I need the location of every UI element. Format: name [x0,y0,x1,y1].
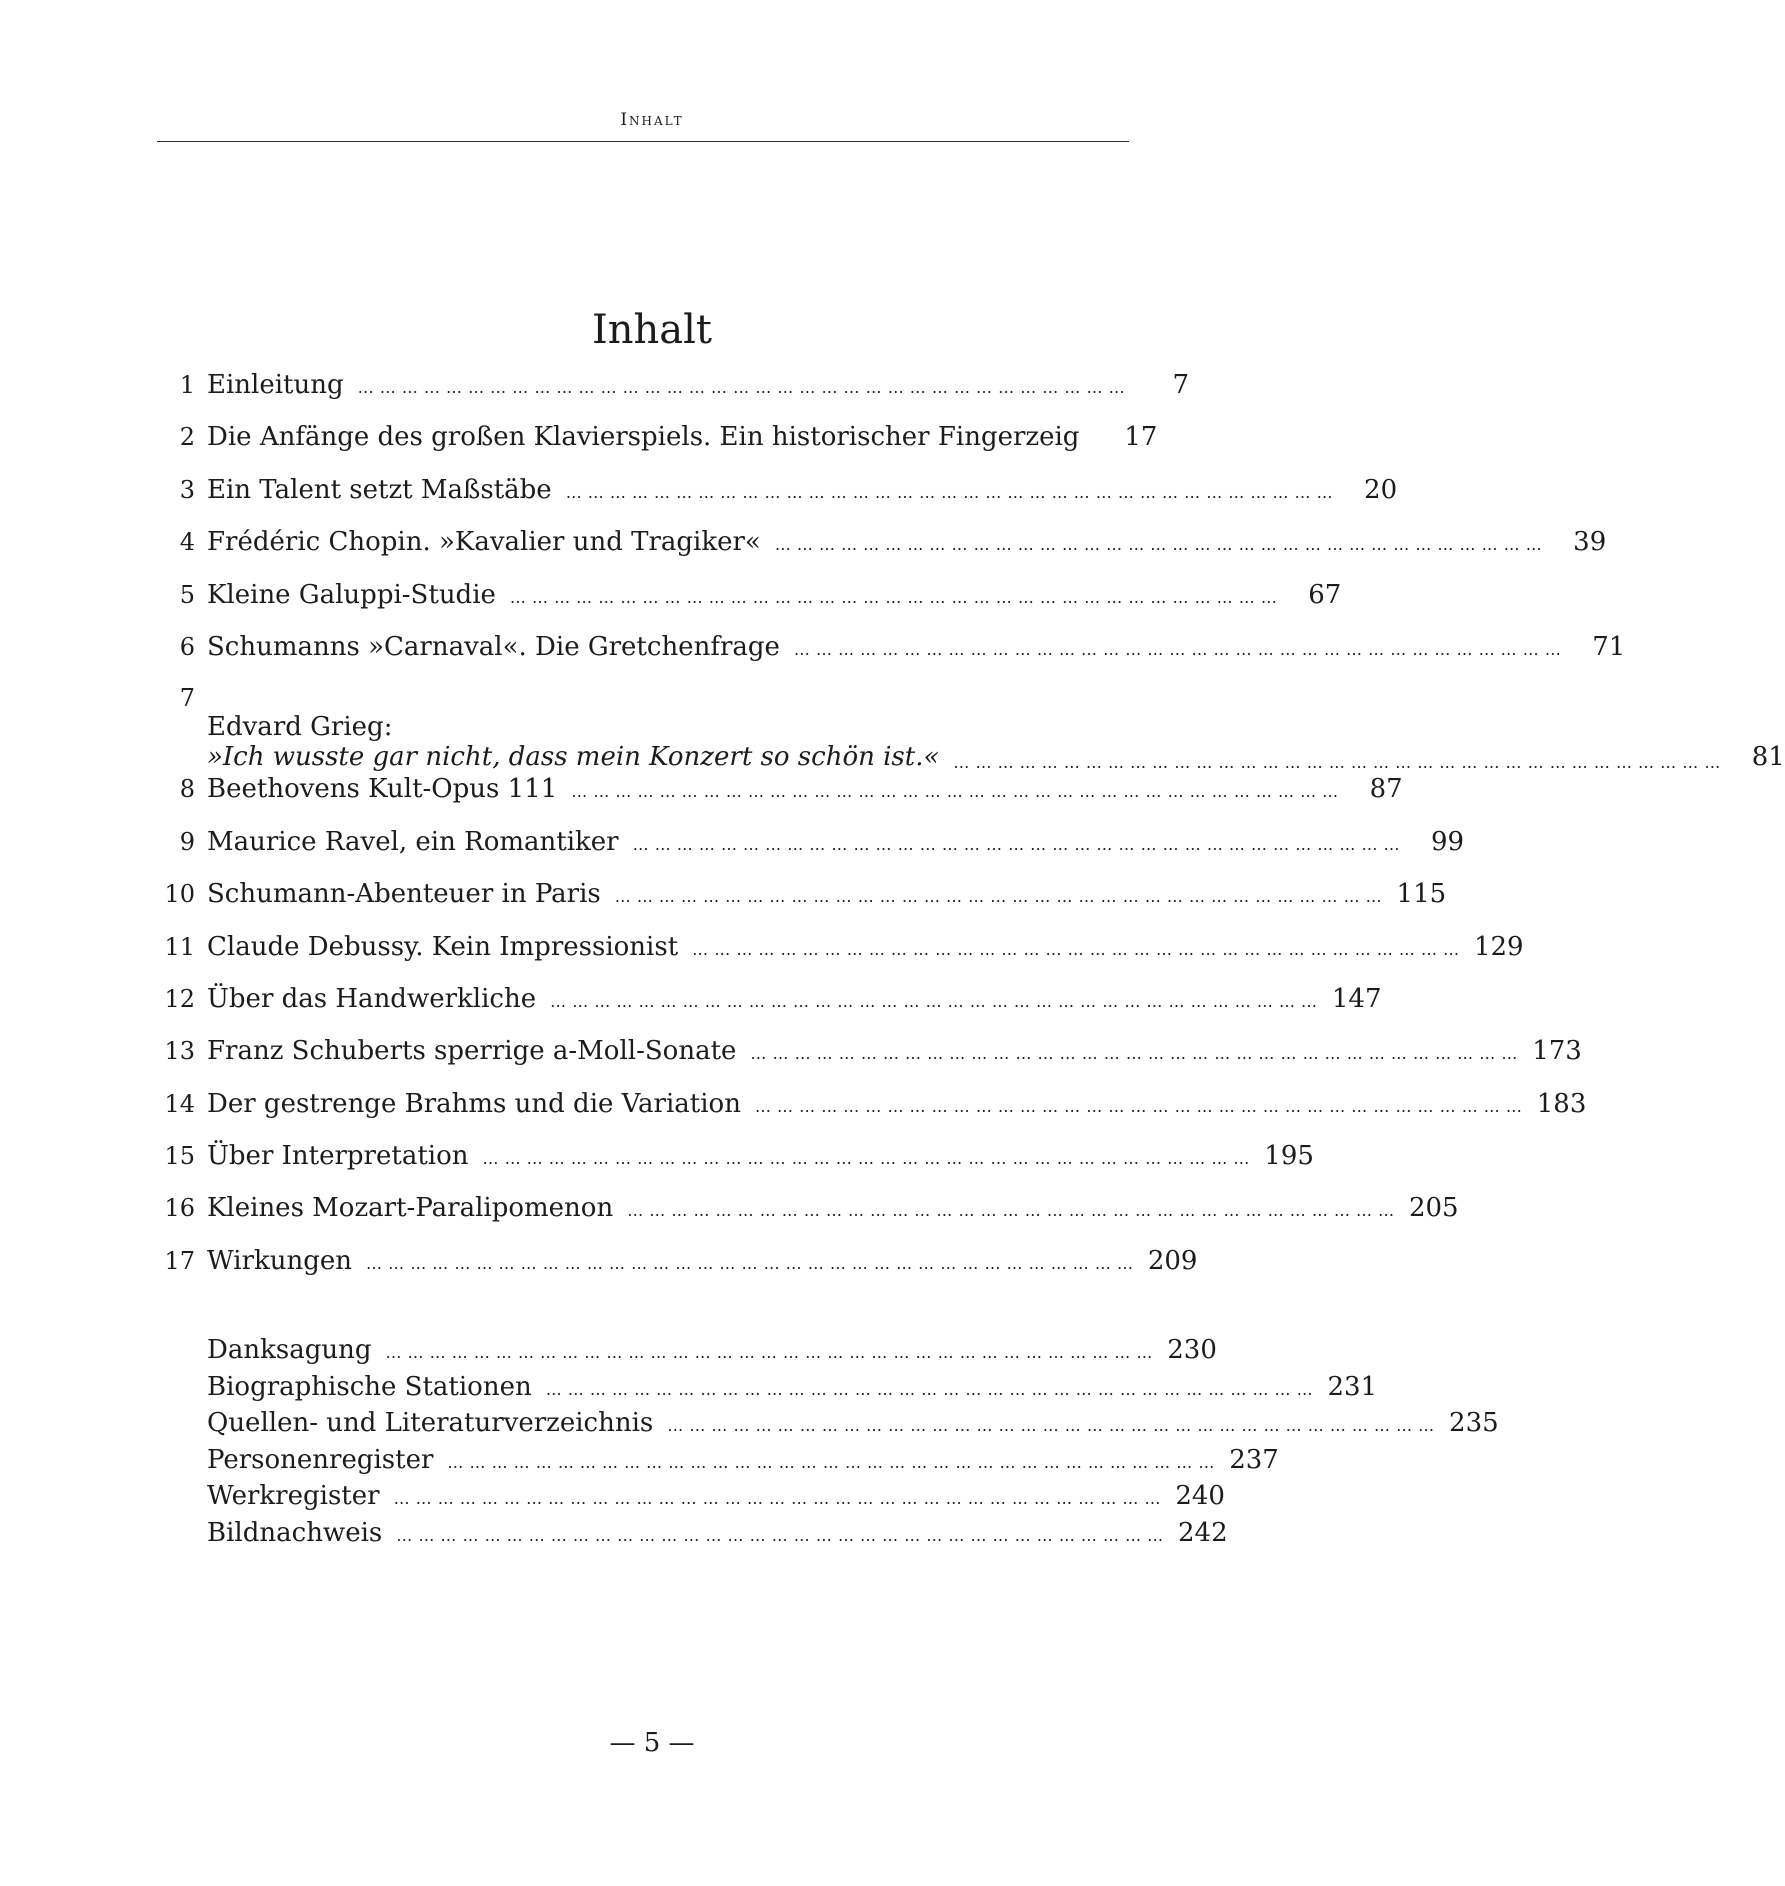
page-number: 99 [1430,826,1465,857]
chapter-title: Frédéric Chopin. »Kavalier und Tragiker« [207,527,761,558]
chapter-number: 9 [179,827,195,856]
chapter-number: 8 [179,775,195,804]
chapter-number: 2 [179,423,195,452]
page-number: 81 [1751,742,1785,773]
chapter-title: Franz Schuberts sperrige a-Moll-Sonate [207,1036,737,1067]
toc-entry[interactable] [157,1517,1228,1555]
dot-leader: … … … … … … … … … … … … … … … … … … … … … … … … … … … … … … … … … … … [632,834,1401,854]
dot-leader: … … … … … … … … … … … … … … … … … … … … … … … … … … … … … … … … … … … [953,753,1721,773]
page-number: 195 [1264,1141,1314,1172]
page-number: 67 [1308,579,1342,610]
chapter-number: 3 [179,475,195,504]
toc-entry[interactable] [157,1444,1279,1482]
dot-leader: … … … … … … … … … … … … … … … … … … … … … … … … … … … … … … … … … … … [614,887,1383,907]
chapter-subtitle: »Ich wusste gar nicht, dass mein Konzert so schön ist.« [207,742,940,773]
page-number: 242 [1178,1517,1228,1548]
page-number: 129 [1473,931,1524,962]
dot-leader: … … … … … … … … … … … … … … … … … … … … … … … … … … … … … … … … … … … [545,1379,1314,1399]
toc-entry[interactable] [157,579,1342,632]
chapter-number: 14 [164,1089,195,1118]
page-number: 115 [1396,879,1447,910]
toc-entry[interactable] [157,1036,1582,1088]
toc-entry[interactable] [157,1141,1314,1193]
page-number: 230 [1167,1335,1217,1365]
toc-entry[interactable] [157,1408,1499,1445]
toc-entry[interactable] [157,631,1626,684]
dot-leader: … … … … … … … … … … … … … … … … … … … … … … … … … … … … … … … … … … … [750,1044,1518,1064]
chapter-title: Maurice Ravel, ein Romantiker [207,826,619,857]
page-number: 183 [1536,1088,1587,1119]
toc-entry[interactable] [157,879,1447,931]
chapter-number: 15 [164,1142,195,1171]
chapter-title: Über das Handwerkliche [207,983,537,1014]
chapter-list [157,370,1785,1298]
chapter-number: 5 [179,580,195,609]
toc-entry[interactable] [157,370,1190,422]
header-rule [157,141,1129,142]
page-number: 71 [1592,631,1626,662]
chapter-title: Kleines Mozart-Paralipomenon [207,1193,614,1224]
page-number: 173 [1532,1036,1582,1067]
dot-leader: … … … … … … … … … … … … … … … … … … … … … … … … … … … … … … … … … … … [550,991,1318,1011]
dot-leader: … … … … … … … … … … … … … … … … … … … … … … … … … … … … … … … … … … … [396,1525,1164,1545]
back-matter-title: Personenregister [207,1444,434,1475]
dot-leader: … … … … … … … … … … … … … … … … … … … … … … … … … … … … … … … … … … … [366,1253,1134,1273]
chapter-title [207,712,939,772]
toc-entry[interactable] [157,474,1398,527]
chapter-number: 13 [164,1037,195,1066]
chapter-number: 17 [164,1246,195,1275]
chapter-number: 16 [164,1194,195,1223]
toc-entry[interactable] [157,684,1785,774]
toc-entry[interactable] [157,983,1382,1036]
chapter-title: Schumanns »Carnaval«. Die Gretchenfrage [207,631,780,662]
chapter-title: Über Interpretation [207,1141,469,1172]
chapter-number: 6 [179,632,195,661]
chapter-title-line1: Edvard Grieg: [207,712,393,743]
page-number: 231 [1327,1371,1378,1402]
back-matter-title: Bildnachweis [207,1517,383,1548]
dot-leader: … … … … … … … … … … … … … … … … … … … … … … … … … … … … … … … … … … … [357,378,1126,397]
dot-leader: … … … … … … … … … … … … … … … … … … … … … … … … … … … … … … … … … … … [447,1452,1215,1472]
running-head: Inhalt [620,110,684,130]
back-matter-list [157,1335,1499,1554]
toc-entry[interactable] [157,1335,1217,1372]
dot-leader: … … … … … … … … … … … … … … … … … … … … … … … … … … … … … … … … … … … [509,587,1278,607]
page-title: Inhalt [591,306,713,353]
toc-entry[interactable] [157,774,1403,826]
chapter-title: Einleitung [207,370,344,400]
dot-leader: … … … … … … … … … … … … … … … … … … … … … … … … … … … … … … … … … … … [667,1416,1435,1435]
page-number: 7 [1172,370,1190,400]
toc-entry[interactable] [157,1245,1198,1298]
page-folio: — 5 — [609,1728,695,1758]
back-matter-title: Werkregister [207,1481,380,1511]
page-number: 147 [1331,983,1382,1014]
dot-leader: … … … … … … … … … … … … … … … … … … … … … … … … … … … … … … … … … … … [571,782,1339,802]
chapter-title: Die Anfänge des großen Klavierspiels. Ein historischer Fingerzeig [207,422,1080,453]
dot-leader: … … … … … … … … … … … … … … … … … … … … … … … … … … … … … … … … … … … [482,1149,1250,1169]
toc-entry[interactable] [157,826,1465,879]
chapter-title: Schumann-Abenteuer in Paris [207,879,601,910]
back-matter-title: Biographische Stationen [207,1371,532,1402]
chapter-number: 11 [164,932,195,961]
dot-leader: … … … … … … … … … … … … … … … … … … … … … … … … … … … … … … … … … … … [754,1096,1523,1116]
page-number: 17 [1124,422,1158,453]
page-number: 87 [1369,774,1403,805]
page-number: 240 [1175,1481,1225,1511]
page-number: 235 [1449,1408,1499,1438]
dot-leader: … … … … … … … … … … … … … … … … … … … … … … … … … … … … … … … … … … … [692,939,1460,959]
toc-entry[interactable] [157,931,1524,984]
chapter-number: 1 [179,371,195,399]
page-number: 39 [1573,527,1607,558]
dot-leader: … … … … … … … … … … … … … … … … … … … … … … … … … … … … … … … … … … … [565,482,1334,502]
chapter-number: 4 [179,528,195,557]
toc-entry[interactable] [157,1481,1225,1518]
chapter-title: Beethovens Kult-Opus 111 [207,774,558,805]
toc-entry[interactable] [157,1088,1587,1141]
toc-entry[interactable] [157,1371,1378,1409]
chapter-title: Kleine Galuppi-Studie [207,579,496,610]
dot-leader: … … … … … … … … … … … … … … … … … … … … … … … … … … … … … … … … … … … [627,1201,1395,1221]
back-matter-title: Quellen- und Literaturverzeichnis [207,1408,654,1438]
dot-leader: … … … … … … … … … … … … … … … … … … … … … … … … … … … … … … … … … … … [393,1489,1161,1508]
toc-entry[interactable] [157,422,1158,474]
page-number: 237 [1229,1444,1279,1475]
chapter-title: Claude Debussy. Kein Impressionist [207,931,679,962]
page-number: 205 [1408,1193,1459,1224]
dot-leader: … … … … … … … … … … … … … … … … … … … … … … … … … … … … … … … … … … … [385,1343,1153,1362]
page-number: 209 [1147,1245,1198,1276]
chapter-number: 10 [164,880,195,909]
dot-leader: … … … … … … … … … … … … … … … … … … … … … … … … … … … … … … … … … … … [774,535,1543,555]
page-number: 20 [1364,474,1398,505]
chapter-title: Der gestrenge Brahms und die Variation [207,1088,741,1119]
toc-entry[interactable] [157,527,1607,579]
chapter-number: 7 [179,684,195,713]
back-matter-title: Danksagung [207,1335,372,1365]
toc-entry[interactable] [157,1193,1459,1245]
chapter-number: 12 [164,984,195,1013]
chapter-title: Ein Talent setzt Maßstäbe [207,474,552,505]
dot-leader: … … … … … … … … … … … … … … … … … … … … … … … … … … … … … … … … … … … [793,639,1562,659]
chapter-title: Wirkungen [207,1245,353,1276]
